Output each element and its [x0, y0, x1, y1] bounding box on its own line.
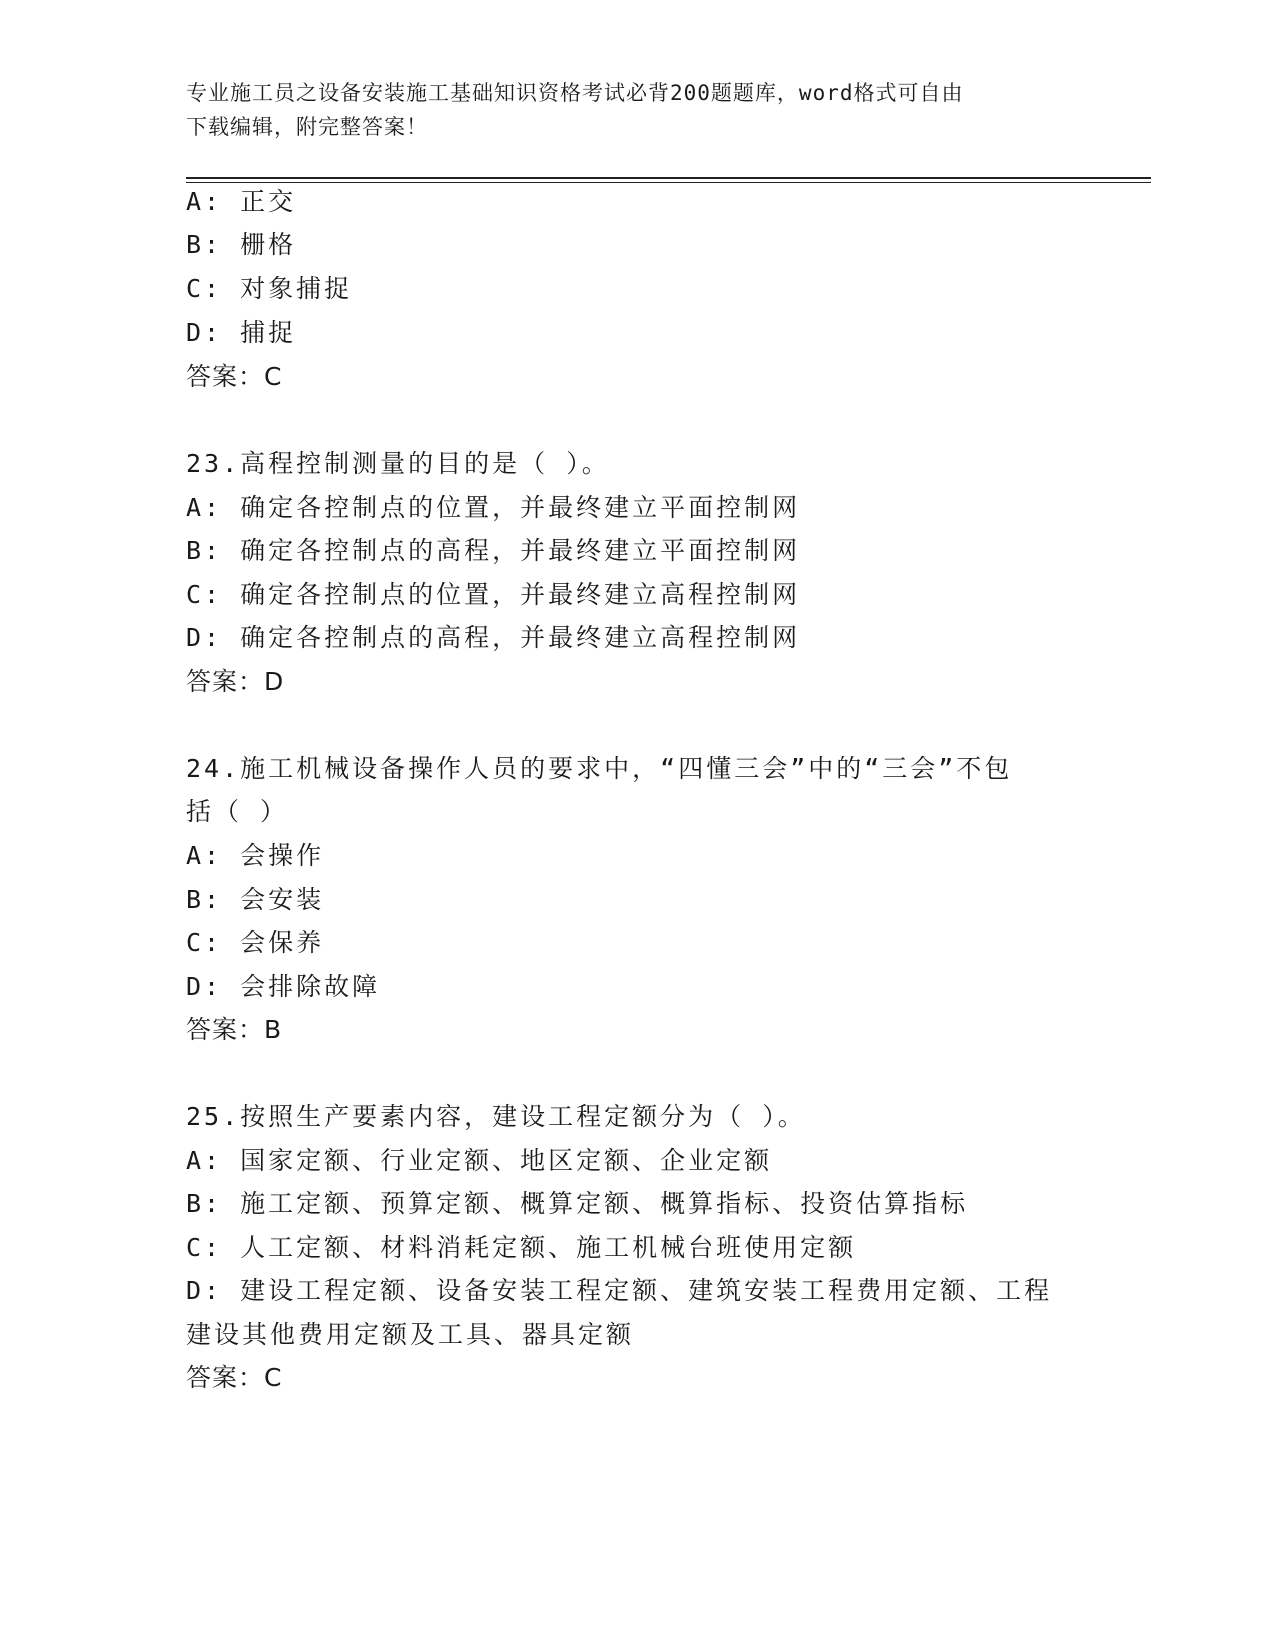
q23-option-b: B: 确定各控制点的高程，并最终建立平面控制网 — [186, 536, 801, 565]
header-divider-thick — [186, 177, 1151, 179]
q24-question-line-2: 括（ ） — [186, 797, 289, 826]
q22-answer: 答案：C — [186, 362, 283, 391]
q22-option-d: D: 捕捉 — [186, 318, 297, 347]
q22-option-c: C: 对象捕捉 — [186, 274, 353, 303]
q22-option-a: A: 正交 — [186, 187, 297, 216]
q25-answer: 答案：C — [186, 1363, 283, 1392]
q25-option-c: C: 人工定额、材料消耗定额、施工机械台班使用定额 — [186, 1233, 857, 1262]
header-line-1: 专业施工员之设备安装施工基础知识资格考试必背200题题库，word格式可自由 — [186, 81, 964, 105]
q24-option-a: A: 会操作 — [186, 841, 325, 870]
q24-option-c: C: 会保养 — [186, 928, 325, 957]
q23-answer: 答案：D — [186, 667, 285, 696]
q23-option-d: D: 确定各控制点的高程，并最终建立高程控制网 — [186, 623, 801, 652]
q22-option-b: B: 栅格 — [186, 230, 297, 259]
q23-question: 23.高程控制测量的目的是（ ）。 — [186, 449, 610, 478]
q24-option-d: D: 会排除故障 — [186, 972, 381, 1001]
q24-question-line-1: 24.施工机械设备操作人员的要求中，“四懂三会”中的“三会”不包 — [186, 754, 1013, 783]
q24-option-b: B: 会安装 — [186, 885, 325, 914]
q25-option-d-line-1: D: 建设工程定额、设备安装工程定额、建筑安装工程费用定额、工程 — [186, 1276, 1053, 1305]
q25-question: 25.按照生产要素内容，建设工程定额分为（ ）。 — [186, 1102, 806, 1131]
q25-option-b: B: 施工定额、预算定额、概算定额、概算指标、投资估算指标 — [186, 1189, 969, 1218]
header-line-2: 下载编辑，附完整答案！ — [186, 115, 428, 139]
q25-option-d-line-2: 建设其他费用定额及工具、器具定额 — [186, 1320, 635, 1349]
document-header — [186, 76, 1066, 144]
q24-answer: 答案：B — [186, 1015, 283, 1044]
q23-option-a: A: 确定各控制点的位置，并最终建立平面控制网 — [186, 493, 801, 522]
q23-option-c: C: 确定各控制点的位置，并最终建立高程控制网 — [186, 580, 801, 609]
q25-option-a: A: 国家定额、行业定额、地区定额、企业定额 — [186, 1146, 773, 1175]
header-divider-thin — [186, 182, 1151, 183]
